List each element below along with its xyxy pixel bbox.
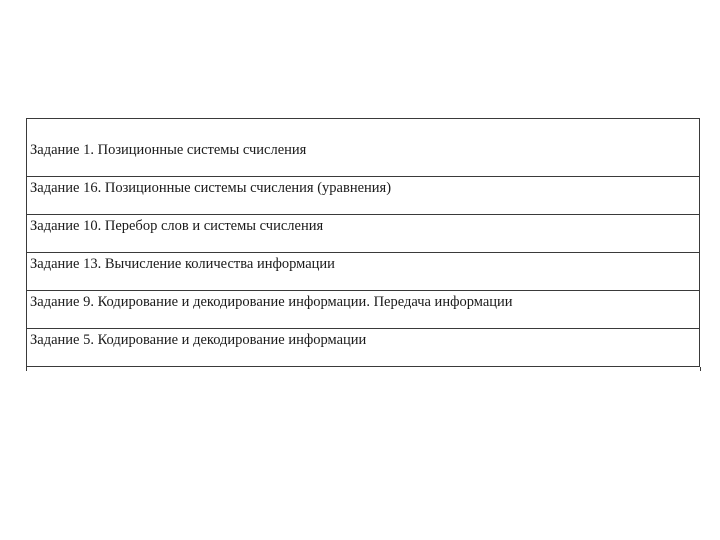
task-cell: Задание 9. Кодирование и декодирование информации. Передача информации	[27, 291, 700, 329]
table-row	[27, 329, 700, 367]
table-continuation-edge	[26, 367, 701, 371]
task-cell: Задание 16. Позиционные системы счисления (уравнения)	[27, 177, 700, 215]
table-row	[27, 215, 700, 253]
table-row	[27, 119, 700, 177]
task-cell: Задание 13. Вычисление количества информации	[27, 253, 700, 291]
table-row	[27, 177, 700, 215]
table-row	[27, 291, 700, 329]
table-row	[27, 253, 700, 291]
task-list-table	[26, 118, 700, 367]
task-cell: Задание 1. Позиционные системы счисления	[27, 119, 700, 177]
task-cell: Задание 10. Перебор слов и системы счисления	[27, 215, 700, 253]
task-cell: Задание 5. Кодирование и декодирование информации	[27, 329, 700, 367]
